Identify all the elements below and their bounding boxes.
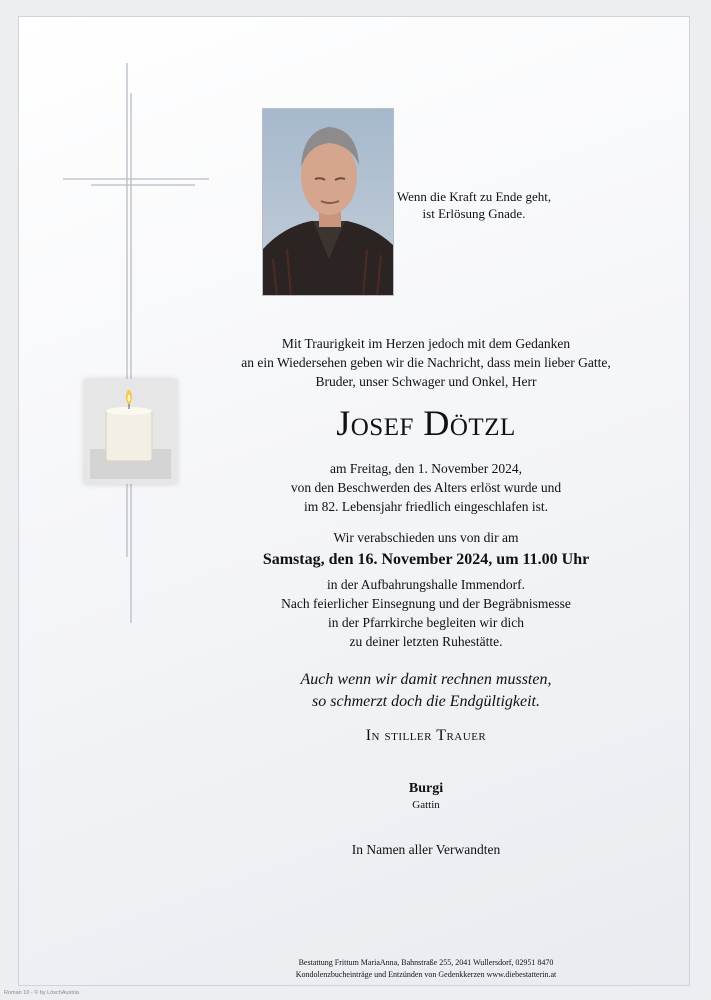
candle-image bbox=[84, 379, 177, 484]
death-line: im 82. Lebensjahr friedlich eingeschlafen ist. bbox=[303, 499, 549, 514]
ceremony-line: in der Pfarrkirche begleiten wir dich bbox=[327, 615, 525, 630]
death-text bbox=[191, 459, 661, 516]
intro-line: an ein Wiedersehen geben wir die Nachricht, dass mein lieber Gatte, bbox=[241, 355, 611, 370]
death-line: von den Beschwerden des Alters erlöst wurde und bbox=[290, 480, 562, 495]
death-line: am Freitag, den 1. November 2024, bbox=[330, 461, 522, 476]
saying-line: Auch wenn wir damit rechnen mussten, bbox=[300, 671, 552, 688]
intro-text bbox=[191, 334, 661, 391]
quote bbox=[379, 188, 569, 222]
intro-line: Bruder, unser Schwager und Onkel, Herr bbox=[315, 374, 537, 389]
funeral-date: Samstag, den 16. November 2024, um 11.00 Uhr bbox=[262, 551, 590, 568]
candle-icon bbox=[84, 379, 177, 484]
portrait-photo bbox=[262, 108, 394, 296]
ceremony-line: in der Aufbahrungshalle Immendorf. bbox=[327, 577, 525, 592]
portrait-icon bbox=[263, 109, 394, 296]
obituary-card bbox=[18, 16, 690, 986]
print-mark: Roman 10 - © by LöschAustria bbox=[4, 990, 79, 996]
footer bbox=[191, 957, 661, 981]
footer-line: Kondolenzbucheinträge und Entzünden von Gedenkkerzen www.diebestatterin.at bbox=[295, 970, 557, 979]
survivor-relation: Gattin bbox=[412, 799, 440, 811]
saying-line: so schmerzt doch die Endgültigkeit. bbox=[312, 693, 540, 710]
mourning-heading: In stiller Trauer bbox=[365, 727, 487, 744]
intro-line: Mit Traurigkeit im Herzen jedoch mit dem Gedanken bbox=[281, 336, 571, 351]
saying bbox=[191, 669, 661, 713]
ceremony-text bbox=[191, 575, 661, 651]
farewell-intro: Wir verabschieden uns von dir am bbox=[333, 530, 519, 545]
quote-line: ist Erlösung Gnade. bbox=[422, 206, 526, 221]
relatives-text: In Namen aller Verwandten bbox=[351, 842, 501, 857]
ceremony-line: Nach feierlicher Einsegnung und der Begräbnismesse bbox=[281, 596, 571, 611]
ceremony-line: zu deiner letzten Ruhestätte. bbox=[349, 634, 503, 649]
quote-line: Wenn die Kraft zu Ende geht, bbox=[396, 189, 552, 204]
survivor-name: Burgi bbox=[408, 781, 444, 796]
footer-line: Bestattung Frittum MariaAnna, Bahnstraße 255, 2041 Wullersdorf, 02951 8470 bbox=[298, 958, 554, 967]
deceased-name: Josef Dötzl bbox=[336, 403, 516, 443]
